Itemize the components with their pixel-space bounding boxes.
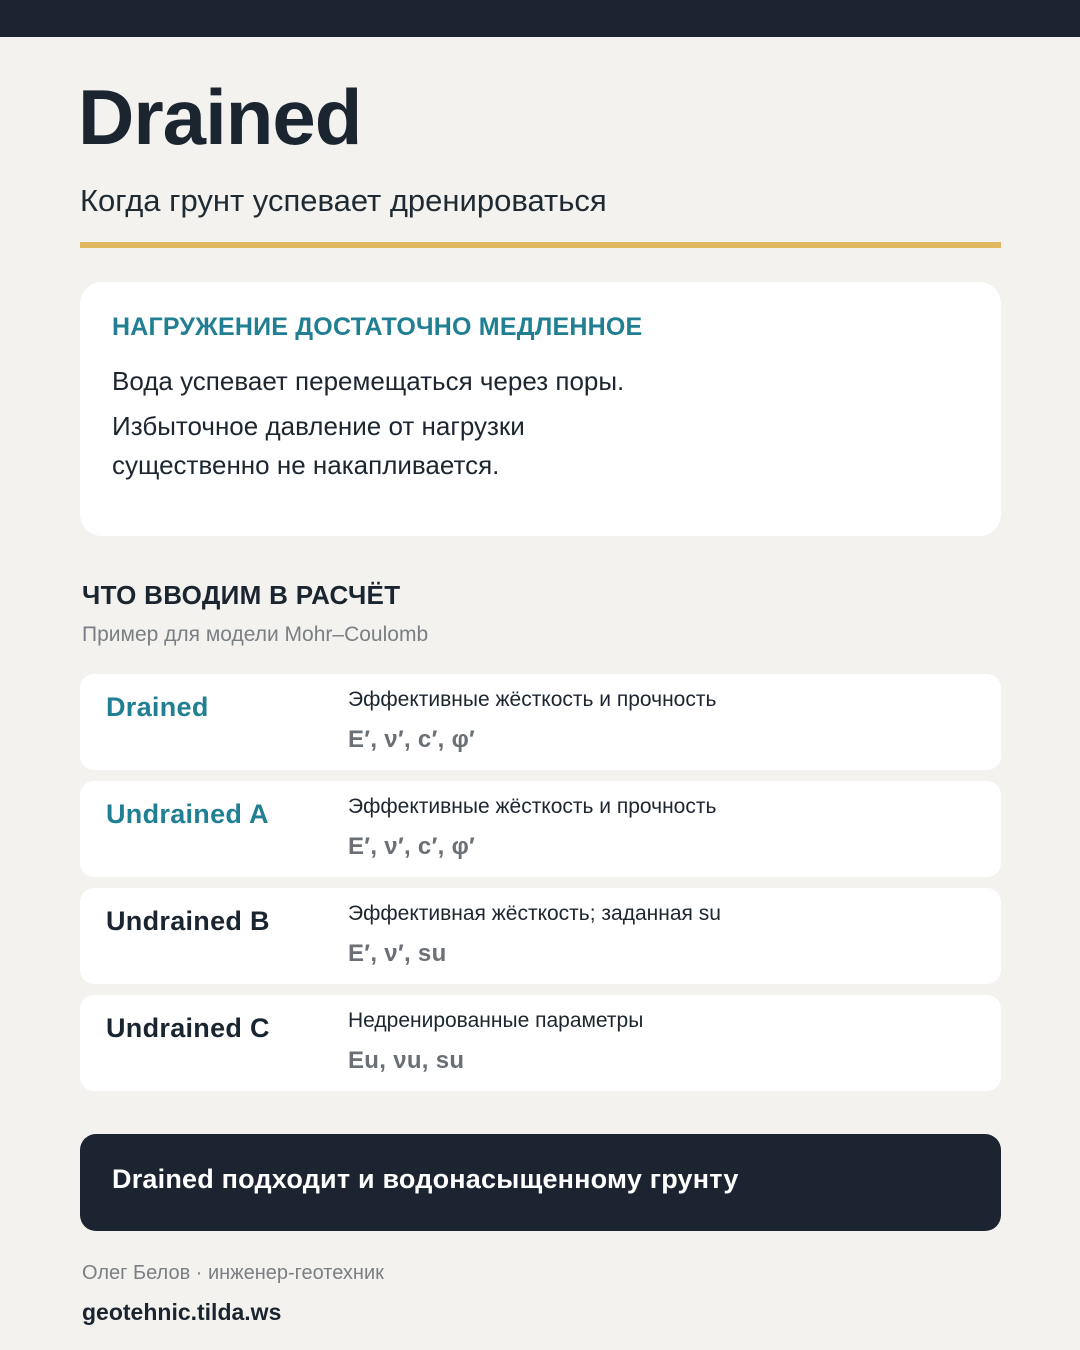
info-card-line: Избыточное давление от нагрузки	[112, 411, 525, 441]
summary-banner	[80, 1134, 1001, 1231]
page-subtitle: Когда грунт успевает дренироваться	[80, 183, 607, 218]
section-title: ЧТО ВВОДИМ В РАСЧЁТ	[82, 580, 401, 610]
list-item-undrained-b	[80, 888, 1001, 984]
row-params: E′, ν′, su	[348, 940, 447, 967]
row-name: Drained	[106, 692, 209, 722]
info-card	[80, 282, 1001, 536]
row-name: Undrained A	[106, 799, 269, 829]
row-name: Undrained C	[106, 1013, 270, 1043]
summary-banner-text: Drained подходит и водонасыщенному грунту	[112, 1164, 739, 1194]
top-bar	[0, 0, 1080, 37]
row-description: Эффективная жёсткость; заданная su	[348, 902, 721, 925]
section-subtitle: Пример для модели Mohr–Coulomb	[82, 623, 429, 646]
row-description: Недренированные параметры	[348, 1009, 644, 1032]
row-description: Эффективные жёсткость и прочность	[348, 688, 717, 711]
row-params: E′, ν′, c′, φ′	[348, 833, 476, 860]
info-card-heading: НАГРУЖЕНИЕ ДОСТАТОЧНО МЕДЛЕННОЕ	[112, 313, 643, 341]
accent-divider	[80, 242, 1001, 248]
list-item-undrained-c	[80, 995, 1001, 1091]
parameter-list	[80, 674, 1001, 1102]
row-description: Эффективные жёсткость и прочность	[348, 795, 717, 818]
list-item-drained	[80, 674, 1001, 770]
row-name: Undrained B	[106, 906, 270, 936]
list-item-undrained-a	[80, 781, 1001, 877]
row-params: Eu, νu, su	[348, 1047, 465, 1074]
info-card-line: существенно не накапливается.	[112, 450, 500, 480]
info-card-line: Вода успевает перемещаться через поры.	[112, 366, 625, 396]
author-credit: Олег Белов · инженер-геотехник	[82, 1262, 384, 1284]
row-params: E′, ν′, c′, φ′	[348, 726, 476, 753]
page-title: Drained	[78, 73, 362, 161]
site-link[interactable]: geotehnic.tilda.ws	[82, 1299, 282, 1325]
